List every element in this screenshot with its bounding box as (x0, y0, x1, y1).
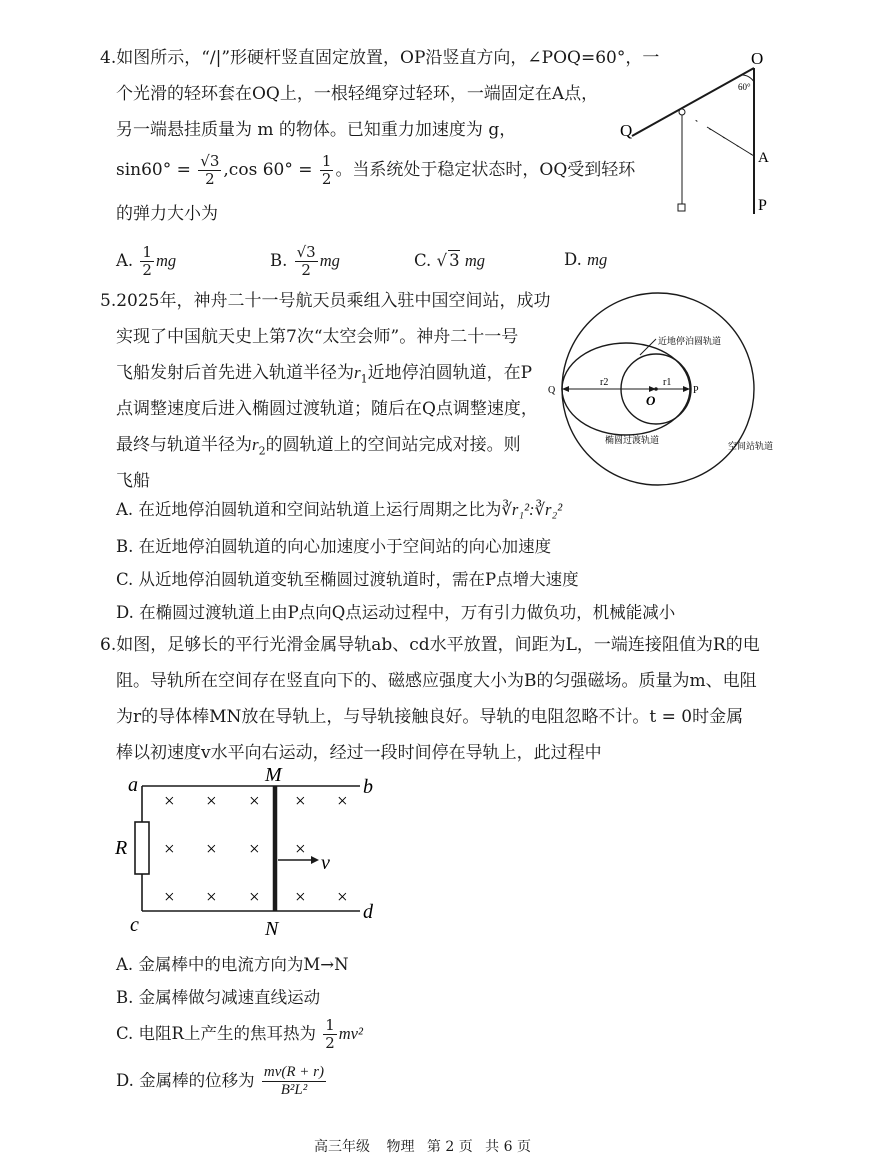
q6-option-b[interactable]: B. 金属棒做匀减速直线运动 (116, 988, 321, 1007)
svg-text:×: × (337, 887, 348, 908)
label-n: N (265, 918, 279, 940)
svg-text:×: × (295, 791, 306, 812)
q5-option-b[interactable]: B. 在近地停泊圆轨道的向心加速度小于空间站的向心加速度 (116, 537, 552, 556)
label-q: Q (620, 121, 633, 140)
label-c: c (130, 914, 139, 936)
q5-line-6: 飞船 (116, 471, 150, 491)
svg-text:×: × (249, 839, 260, 860)
svg-text:×: × (295, 839, 306, 860)
label-b: b (363, 776, 373, 798)
q6-line-4: 棒以初速度v水平向右运动，经过一段时间停在导轨上，此过程中 (116, 743, 602, 763)
svg-text:×: × (206, 839, 217, 860)
q5-line-1: 5.2025年，神舟二十一号航天员乘组入驻中国空间站，成功 (100, 291, 551, 311)
q5-line-2: 实现了中国航天史上第7次“太空会师”。神舟二十一号 (116, 327, 519, 347)
q4-line-3: 另一端悬挂质量为 m 的物体。已知重力加速度为 g， (116, 120, 517, 140)
footer-total: 共 6 页 (485, 1139, 531, 1155)
q6-option-a[interactable]: A. 金属棒中的电流方向为M→N (116, 955, 349, 974)
label-r1: r1 (663, 377, 672, 388)
q6-line-1: 6.如图，足够长的平行光滑金属导轨ab、cd水平放置，间距为L，一端连接阻值为R的电 (100, 635, 760, 655)
light-ring (679, 109, 685, 115)
svg-text:×: × (206, 791, 217, 812)
footer-grade: 高三年级 (314, 1139, 370, 1155)
label-station-orbit: 空间站轨道 (728, 441, 774, 451)
label-p: P (693, 385, 699, 396)
q6-line-2: 阻。导轨所在空间存在竖直向下的、磁感应强度大小为B的匀强磁场。质量为m、电阻 (116, 671, 757, 691)
arrow-p (683, 386, 690, 392)
q5-line-3: 飞船发射后首先进入轨道半径为$r_1$近地停泊圆轨道，在P (116, 363, 533, 386)
q4-option-d[interactable]: D. mg (564, 250, 608, 269)
label-o: O (646, 393, 656, 408)
label-a: A (758, 150, 769, 166)
q5-option-d[interactable]: D. 在椭圆过渡轨道上由P点向Q点运动过程中，万有引力做负功，机械能减小 (116, 603, 676, 622)
label-d: d (363, 901, 373, 923)
earth-center (654, 387, 658, 391)
page-footer (314, 1136, 531, 1156)
q4-line-1: 4.如图所示，“/|”形硬杆竖直固定放置，OP沿竖直方向，∠POQ=60°，一 (100, 48, 660, 68)
q5-line-5: 最终与轨道半径为$r_2$的圆轨道上的空间站完成对接。则 (116, 435, 521, 458)
hanging-mass (678, 204, 685, 211)
q5-option-a[interactable]: A. 在近地停泊圆轨道和空间站轨道上运行周期之比为∛r₁²:∛r₂² (116, 500, 563, 519)
label-v: v (321, 852, 330, 874)
label-o: O (751, 49, 764, 68)
angle-arc (742, 75, 754, 82)
q5-option-c[interactable]: C. 从近地停泊圆轨道变轨至椭圆过渡轨道时，需在P点增大速度 (116, 570, 579, 589)
q6-option-c[interactable]: C. 电阻R上产生的焦耳热为 $\frac{1}{2}$ mv² (116, 1016, 363, 1052)
svg-text:×: × (164, 839, 175, 860)
q4-option-b[interactable]: B. $\frac{√3}{2}$ mg (270, 243, 340, 279)
label-p: P (758, 197, 767, 214)
label-r2: r2 (600, 377, 609, 388)
resistor (135, 822, 149, 874)
q6-circuit-figure (110, 765, 390, 940)
svg-text:×: × (249, 887, 260, 908)
rod-oq (632, 68, 754, 136)
svg-text:×: × (164, 791, 175, 812)
q4-line-4: sin60° = $\frac{√3}{2}$ ,cos 60° = $\frac{1}{2}$ 。当系统处于稳定状态时，OQ受到轻环 (116, 152, 636, 188)
q5-orbit-figure (545, 287, 780, 492)
label-transfer-orbit: 椭圆过渡轨道 (605, 435, 660, 445)
svg-text:×: × (164, 887, 175, 908)
q4-option-a[interactable]: A. $\frac{1}{2}$ mg (116, 243, 177, 279)
label-r: R (115, 837, 128, 859)
svg-text:×: × (337, 791, 348, 812)
fraction-1-over-2: $\frac{1}{2}$ (321, 152, 332, 188)
svg-text:×: × (206, 887, 217, 908)
q4-rod-figure (612, 44, 782, 219)
svg-text:×: × (249, 791, 260, 812)
fraction-sqrt3-over-2: $\frac{√3}{2}$ (200, 152, 220, 188)
label-angle: 60° (738, 82, 751, 92)
label-parking-orbit: 近地停泊圆轨道 (658, 336, 722, 346)
svg-text:×: × (295, 887, 306, 908)
q6-line-3: 为r的导体棒MN放在导轨上，与导轨接触良好。导轨的电阻忽略不计。t = 0时金属 (116, 707, 744, 727)
label-q: Q (548, 385, 556, 396)
q4-line-5: 的弹力大小为 (116, 204, 218, 224)
label-m: M (265, 765, 282, 786)
footer-page: 第 2 页 (426, 1139, 473, 1155)
q5-line-4: 点调整速度后进入椭圆过渡轨道；随后在Q点调整速度， (116, 399, 538, 419)
magnetic-field-marks (164, 791, 348, 908)
rope-segment (707, 127, 754, 156)
arrow-q (562, 386, 569, 392)
q6-option-d[interactable]: D. 金属棒的位移为 $\frac{mv(R + r)}{\text{B²L²}}$ (116, 1064, 324, 1098)
label-a: a (128, 774, 138, 796)
q4-line-2: 个光滑的轻环套在OQ上，一根轻绳穿过轻环，一端固定在A点， (116, 84, 599, 104)
q4-option-c[interactable]: C. √ 3 mg (414, 251, 485, 270)
footer-subject: 物理 (386, 1139, 415, 1155)
velocity-arrowhead (311, 856, 319, 864)
